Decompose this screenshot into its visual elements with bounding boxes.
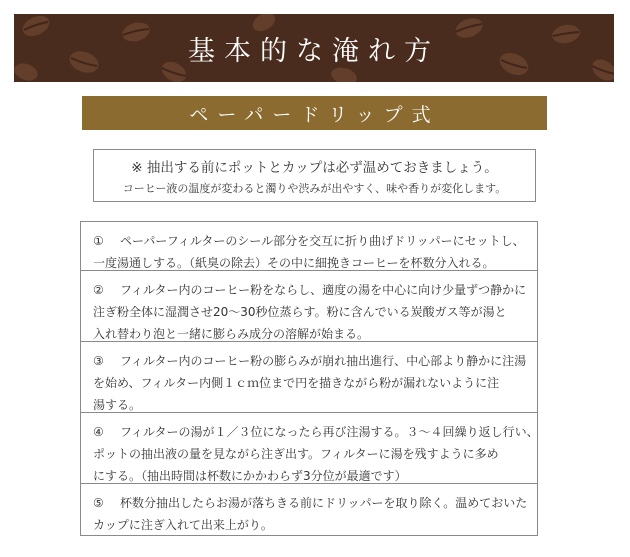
notice-box bbox=[93, 149, 536, 202]
step-number: ① bbox=[93, 234, 104, 248]
step-text-line: 湯する。 bbox=[93, 398, 142, 412]
step-number: ④ bbox=[93, 425, 104, 439]
page-title: 基本的な淹れ方 bbox=[188, 35, 440, 67]
step-number: ③ bbox=[93, 354, 104, 368]
step-text-line: 一度湯通しする。（紙臭の除去）その中に細挽きコーヒーを杯数分入れる。 bbox=[93, 256, 495, 270]
section-subtitle-bar bbox=[82, 96, 547, 130]
step-text-line: フィルター内のコーヒー粉の膨らみが崩れ抽出進行、中心部より静かに注湯 bbox=[120, 354, 527, 368]
step-1 bbox=[81, 222, 537, 271]
step-text-line: 入れ替わり泡と一緒に膨らみ成分の溶解が始まる。 bbox=[93, 327, 370, 341]
step-text-line: 杯数分抽出したらお湯が落ちきる前にドリッパーを取り除く。温めておいた bbox=[120, 496, 528, 510]
step-3 bbox=[81, 342, 537, 413]
step-text-line: ペーパーフィルターのシール部分を交互に折り曲げドリッパーにセットし、 bbox=[120, 234, 525, 248]
step-5 bbox=[81, 484, 537, 535]
step-text-line: 注ぎ粉全体に湿潤させ20～30秒位蒸らす。粉に含んでいる炭酸ガス等が湯と bbox=[93, 305, 507, 319]
step-text-line: を始め、フィルター内側１ｃｍ位まで円を描きながら粉が漏れないように注 bbox=[93, 376, 500, 390]
step-4 bbox=[81, 413, 537, 484]
step-text-line: フィルターの湯が１／３位になったら再び注湯する。３～４回繰り返し行い、 bbox=[120, 425, 539, 439]
steps-list bbox=[80, 221, 538, 536]
notice-sub-text: コーヒー液の温度が変わると濁りや渋みが出やすく、味や香りが変化します。 bbox=[122, 182, 507, 195]
section-subtitle: ペーパードリップ式 bbox=[189, 103, 440, 126]
step-text-line: にする。（抽出時間は杯数にかかわらず3分位が最適です） bbox=[93, 469, 407, 483]
step-number: ⑤ bbox=[93, 496, 104, 510]
title-banner bbox=[14, 14, 614, 82]
step-text-line: ポットの抽出液の量を見ながら注ぎ出す。フィルターに湯を残すように多め bbox=[93, 447, 499, 461]
notice-main-text: ※ 抽出する前にポットとカップは必ず温めておきましょう。 bbox=[131, 160, 498, 176]
step-number: ② bbox=[93, 283, 104, 297]
step-text-line: カップに注ぎ入れて出来上がり。 bbox=[93, 518, 273, 532]
step-text-line: フィルター内のコーヒー粉をならし、適度の湯を中心に向け少量ずつ静かに bbox=[120, 283, 527, 297]
step-2 bbox=[81, 271, 537, 342]
